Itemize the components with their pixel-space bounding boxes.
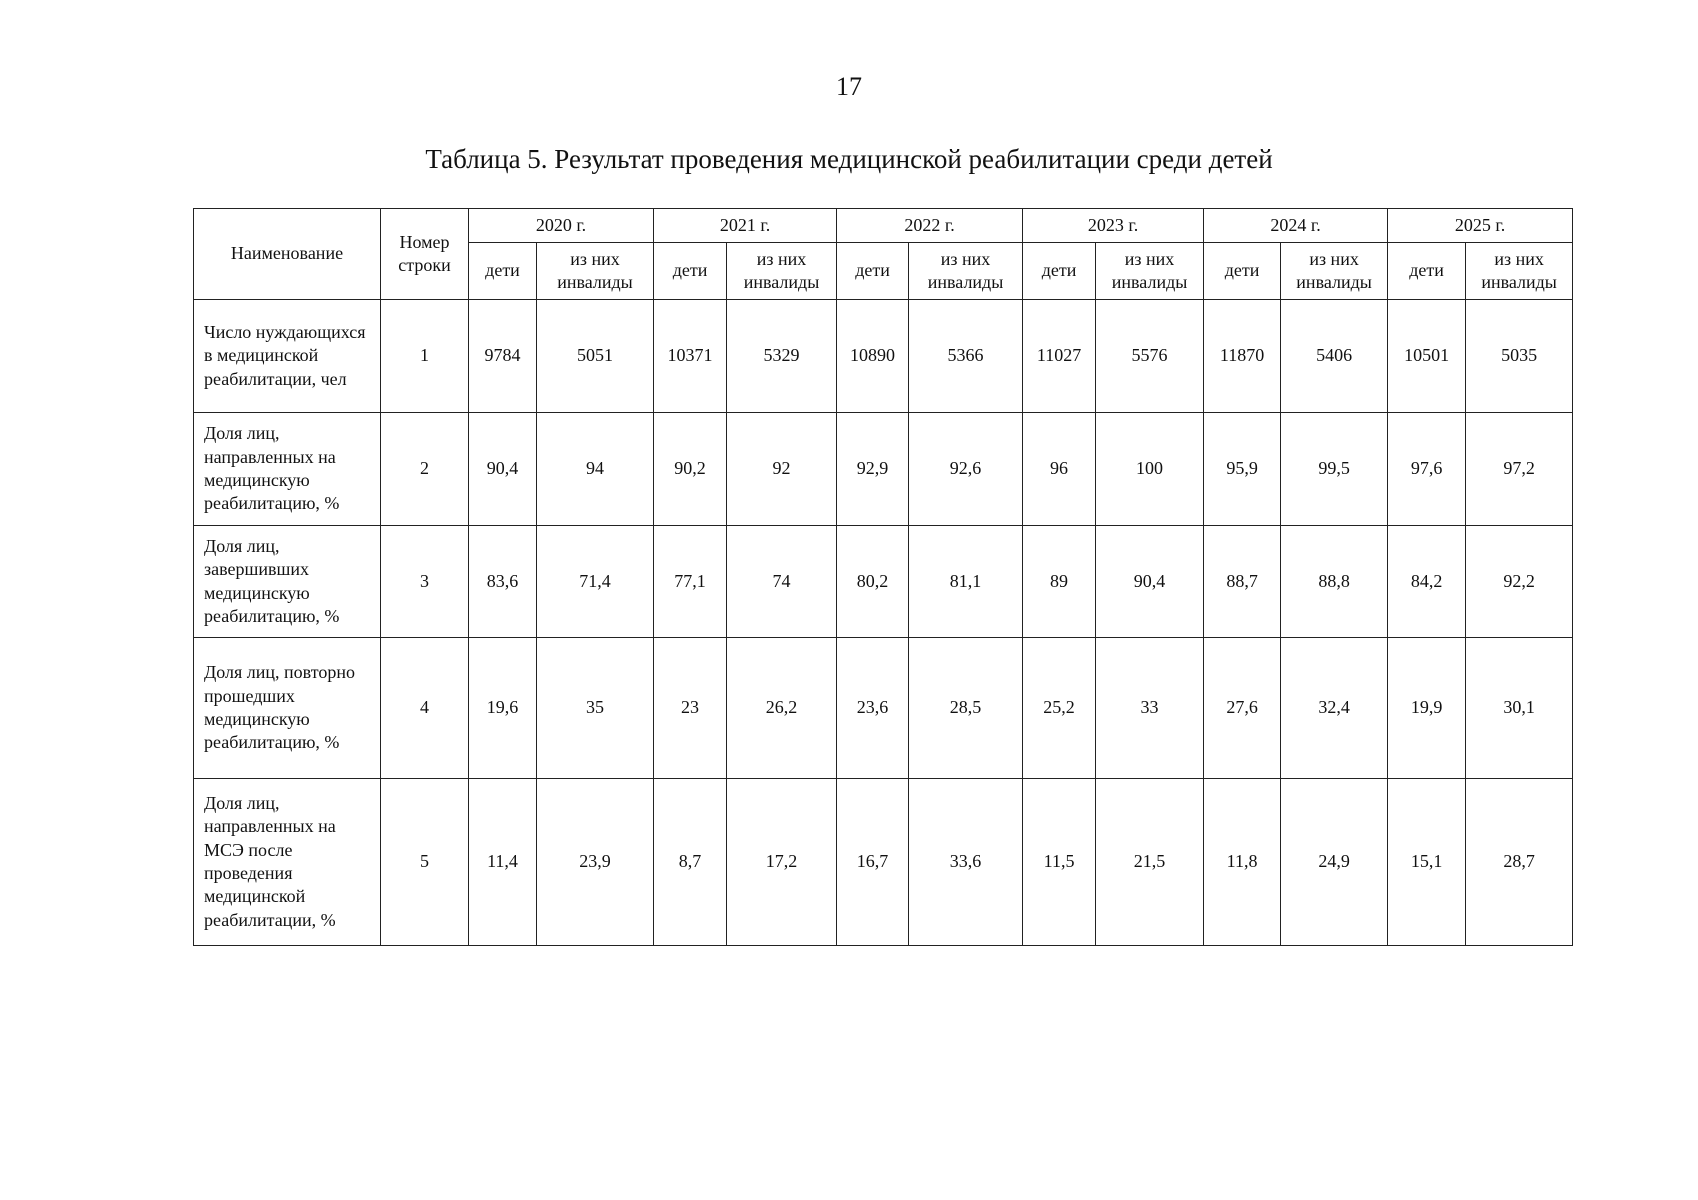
table-row xyxy=(194,413,1573,526)
cell-2021-disabled: 92 xyxy=(727,413,837,526)
row-number: 1 xyxy=(381,300,469,413)
cell-2025-disabled: 28,7 xyxy=(1466,779,1573,946)
cell-2025-children: 97,6 xyxy=(1388,413,1466,526)
cell-2021-children: 8,7 xyxy=(654,779,727,946)
cell-2022-disabled: 33,6 xyxy=(909,779,1023,946)
row-name: Доля лиц, направленных на МСЭ после проведения медицинской реабилитации, % xyxy=(194,779,381,946)
cell-2024-children: 88,7 xyxy=(1204,526,1281,638)
cell-2021-children: 10371 xyxy=(654,300,727,413)
cell-2025-children: 10501 xyxy=(1388,300,1466,413)
header-row-years xyxy=(194,209,1573,243)
cell-2020-disabled: 5051 xyxy=(537,300,654,413)
cell-2020-disabled: 71,4 xyxy=(537,526,654,638)
table-row xyxy=(194,638,1573,779)
header-row-number: Номер строки xyxy=(381,209,469,300)
header-year-2025: 2025 г. xyxy=(1388,209,1573,243)
cell-2023-disabled: 33 xyxy=(1096,638,1204,779)
cell-2020-disabled: 35 xyxy=(537,638,654,779)
cell-2023-children: 25,2 xyxy=(1023,638,1096,779)
cell-2020-disabled: 23,9 xyxy=(537,779,654,946)
row-number: 3 xyxy=(381,526,469,638)
cell-2023-children: 89 xyxy=(1023,526,1096,638)
cell-2024-disabled: 99,5 xyxy=(1281,413,1388,526)
cell-2025-disabled: 92,2 xyxy=(1466,526,1573,638)
row-name: Число нуждающихся в медицинской реабилитации, чел xyxy=(194,300,381,413)
subheader-disabled: из них инвалиды xyxy=(727,243,837,300)
cell-2021-disabled: 5329 xyxy=(727,300,837,413)
cell-2022-children: 23,6 xyxy=(837,638,909,779)
cell-2020-disabled: 94 xyxy=(537,413,654,526)
cell-2023-disabled: 21,5 xyxy=(1096,779,1204,946)
cell-2020-children: 90,4 xyxy=(469,413,537,526)
cell-2023-disabled: 5576 xyxy=(1096,300,1204,413)
page-number: 17 xyxy=(836,72,862,101)
header-name: Наименование xyxy=(194,209,381,300)
row-name: Доля лиц, завершивших медицинскую реабилитацию, % xyxy=(194,526,381,638)
header-year-2022: 2022 г. xyxy=(837,209,1023,243)
cell-2024-children: 11870 xyxy=(1204,300,1281,413)
table-row xyxy=(194,526,1573,638)
cell-2022-disabled: 81,1 xyxy=(909,526,1023,638)
cell-2022-disabled: 5366 xyxy=(909,300,1023,413)
cell-2023-disabled: 100 xyxy=(1096,413,1204,526)
cell-2023-children: 11027 xyxy=(1023,300,1096,413)
subheader-disabled: из них инвалиды xyxy=(1096,243,1204,300)
cell-2024-children: 95,9 xyxy=(1204,413,1281,526)
cell-2025-children: 19,9 xyxy=(1388,638,1466,779)
cell-2022-children: 16,7 xyxy=(837,779,909,946)
header-year-2020: 2020 г. xyxy=(469,209,654,243)
subheader-disabled: из них инвалиды xyxy=(1466,243,1573,300)
table-title: Таблица 5. Результат проведения медицинской реабилитации среди детей xyxy=(425,144,1273,174)
header-year-2023: 2023 г. xyxy=(1023,209,1204,243)
cell-2021-children: 77,1 xyxy=(654,526,727,638)
subheader-children: дети xyxy=(1388,243,1466,300)
cell-2025-children: 84,2 xyxy=(1388,526,1466,638)
rehabilitation-results-table xyxy=(193,208,1573,946)
subheader-disabled: из них инвалиды xyxy=(1281,243,1388,300)
cell-2021-disabled: 26,2 xyxy=(727,638,837,779)
cell-2022-disabled: 28,5 xyxy=(909,638,1023,779)
cell-2022-children: 10890 xyxy=(837,300,909,413)
subheader-disabled: из них инвалиды xyxy=(909,243,1023,300)
cell-2021-disabled: 74 xyxy=(727,526,837,638)
subheader-children: дети xyxy=(469,243,537,300)
cell-2025-disabled: 30,1 xyxy=(1466,638,1573,779)
cell-2024-disabled: 24,9 xyxy=(1281,779,1388,946)
cell-2024-disabled: 88,8 xyxy=(1281,526,1388,638)
cell-2024-disabled: 32,4 xyxy=(1281,638,1388,779)
subheader-disabled: из них инвалиды xyxy=(537,243,654,300)
cell-2020-children: 83,6 xyxy=(469,526,537,638)
subheader-children: дети xyxy=(654,243,727,300)
cell-2022-disabled: 92,6 xyxy=(909,413,1023,526)
header-year-2024: 2024 г. xyxy=(1204,209,1388,243)
cell-2021-disabled: 17,2 xyxy=(727,779,837,946)
row-number: 2 xyxy=(381,413,469,526)
cell-2024-children: 11,8 xyxy=(1204,779,1281,946)
cell-2023-children: 11,5 xyxy=(1023,779,1096,946)
cell-2023-disabled: 90,4 xyxy=(1096,526,1204,638)
cell-2025-children: 15,1 xyxy=(1388,779,1466,946)
cell-2024-children: 27,6 xyxy=(1204,638,1281,779)
table-row xyxy=(194,779,1573,946)
cell-2021-children: 23 xyxy=(654,638,727,779)
header-year-2021: 2021 г. xyxy=(654,209,837,243)
cell-2020-children: 11,4 xyxy=(469,779,537,946)
cell-2021-children: 90,2 xyxy=(654,413,727,526)
cell-2022-children: 92,9 xyxy=(837,413,909,526)
row-number: 5 xyxy=(381,779,469,946)
row-name: Доля лиц, повторно прошедших медицинскую реабилитацию, % xyxy=(194,638,381,779)
cell-2024-disabled: 5406 xyxy=(1281,300,1388,413)
cell-2022-children: 80,2 xyxy=(837,526,909,638)
subheader-children: дети xyxy=(837,243,909,300)
subheader-children: дети xyxy=(1204,243,1281,300)
row-number: 4 xyxy=(381,638,469,779)
cell-2020-children: 19,6 xyxy=(469,638,537,779)
cell-2025-disabled: 97,2 xyxy=(1466,413,1573,526)
table-row xyxy=(194,300,1573,413)
cell-2025-disabled: 5035 xyxy=(1466,300,1573,413)
cell-2023-children: 96 xyxy=(1023,413,1096,526)
row-name: Доля лиц, направленных на медицинскую реабилитацию, % xyxy=(194,413,381,526)
cell-2020-children: 9784 xyxy=(469,300,537,413)
subheader-children: дети xyxy=(1023,243,1096,300)
